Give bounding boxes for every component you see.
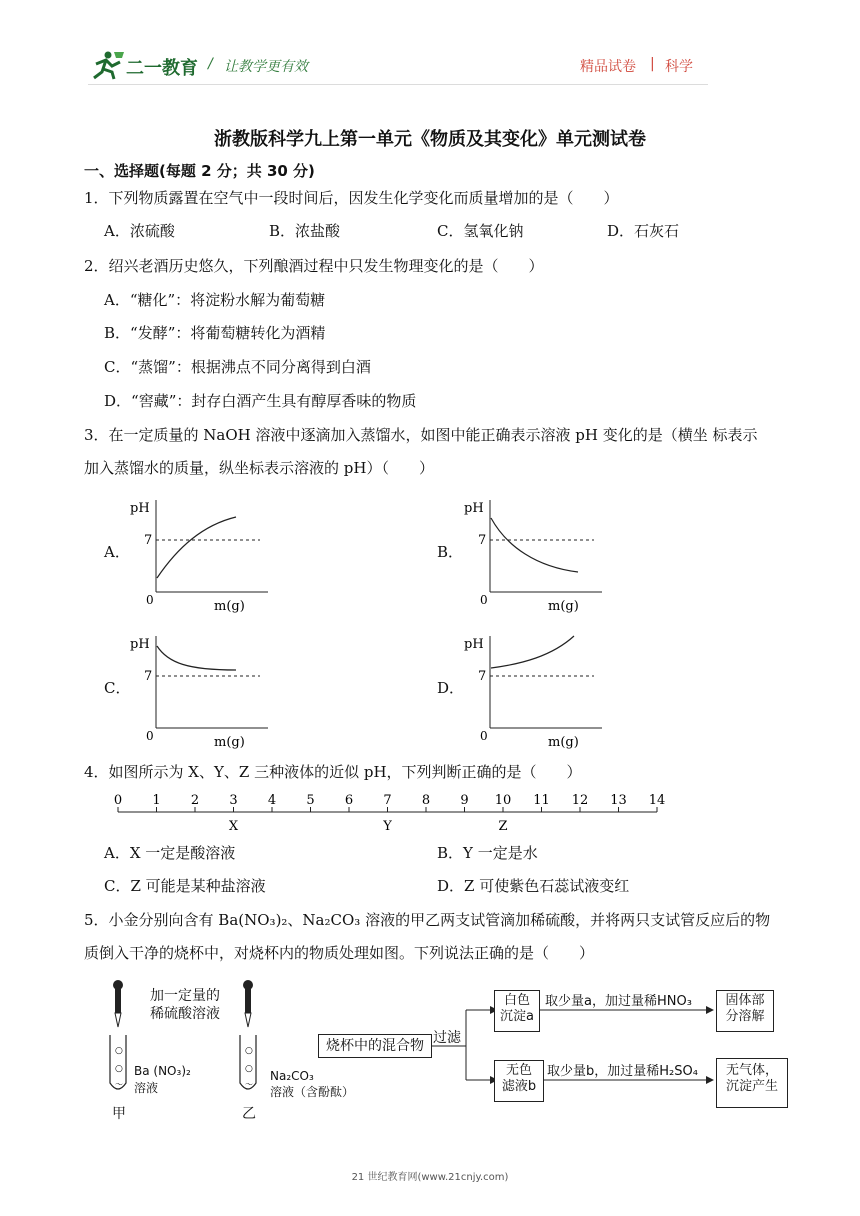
graph-a-x-label: m(g) (214, 599, 245, 614)
svg-text:～: ～ (115, 1080, 123, 1089)
ph-curve-c (157, 646, 236, 670)
question-2-stem: 2．绍兴老酒历史悠久，下列酿酒过程中只发生物理变化的是（ ） (84, 257, 544, 275)
svg-text:○: ○ (115, 1046, 123, 1056)
step-b-label: 取少量b，加过量稀H₂SO₄ (547, 1064, 698, 1079)
result-b-box: 无气体， 沉淀产生 (716, 1058, 788, 1108)
graph-d-y-label: pH (464, 637, 484, 652)
ph-scale-tick-label: 6 (344, 793, 354, 808)
question-1-option-a: A．浓硫酸 (104, 222, 175, 240)
question-4-option-d: D．Z 可使紫色石蕊试液变红 (437, 877, 630, 895)
graph-b-y-label: pH (464, 501, 484, 516)
ph-curve-b (491, 518, 578, 572)
tube-b-solution-line-2: 溶液（含酚酞） (270, 1085, 355, 1099)
tube-b-name: 乙 (242, 1106, 256, 1122)
tube-a-solution-line-1: Ba (NO₃)₂ (134, 1064, 191, 1078)
logo-text: 二一教育 (126, 58, 198, 79)
result-a-box: 固体部 分溶解 (716, 990, 774, 1032)
filter-label: 过滤 (433, 1030, 461, 1046)
question-2-option-d: D．“窖藏”：封存白酒产生具有醇厚香味的物质 (104, 392, 417, 410)
add-acid-label-line-1: 加一定量的 (150, 988, 220, 1004)
question-4-option-a: A．X 一定是酸溶液 (104, 844, 236, 862)
ph-scale-tick-label: 14 (648, 793, 666, 808)
ph-curve-a (157, 517, 236, 578)
ph-scale-tick-label: 10 (494, 793, 512, 808)
graph-c-ref-label: 7 (144, 669, 153, 684)
step-a-label: 取少量a，加过量稀HNO₃ (545, 994, 692, 1009)
header-label-subject: 科学 (665, 59, 693, 75)
question-4-option-b: B．Y 一定是水 (437, 844, 538, 862)
question-1-stem: 1．下列物质露置在空气中一段时间后，因发生化学变化而质量增加的是（ ） (84, 189, 619, 207)
header-separator: | (650, 56, 655, 72)
ph-graph-b (462, 492, 612, 617)
footer: 21 世纪教育网(www.21cnjy.com) (351, 1172, 509, 1183)
graph-d-origin-label: 0 (480, 729, 488, 743)
filtrate-b-box: 无色 滤液b (494, 1060, 544, 1102)
graph-c-y-label: pH (130, 637, 150, 652)
add-acid-label-line-2: 稀硫酸溶液 (150, 1006, 220, 1022)
svg-text:○: ○ (115, 1064, 123, 1074)
page-title: 浙教版科学九上第一单元《物质及其变化》单元测试卷 (214, 129, 646, 150)
mixture-box: 烧杯中的混合物 (318, 1034, 432, 1058)
question-2-option-b: B．“发酵”：将葡萄糖转化为酒精 (104, 324, 326, 342)
question-3-option-d-label: D． (437, 679, 465, 697)
question-1-option-b: B．浓盐酸 (269, 222, 341, 240)
precipitate-a-box: 白色 沉淀a (494, 990, 540, 1032)
ph-scale-tick-label: 7 (383, 793, 392, 808)
graph-a-y-label: pH (130, 501, 150, 516)
slogan-separator: / (208, 56, 213, 72)
graph-c-origin-label: 0 (146, 729, 154, 743)
logo-runner-icon (86, 50, 126, 80)
svg-text:○: ○ (245, 1046, 253, 1056)
question-1-option-d: D．石灰石 (607, 222, 680, 240)
question-1-option-c: C．氢氧化钠 (437, 222, 524, 240)
question-4-option-c: C．Z 可能是某种盐溶液 (104, 877, 266, 895)
graph-b-x-label: m(g) (548, 599, 579, 614)
slogan: 让教学更有效 (224, 59, 308, 75)
ph-graph-c (128, 628, 278, 753)
ph-scale-marker-x: X (228, 819, 239, 834)
question-3-stem-line-1: 3．在一定质量的 NaOH 溶液中逐滴加入蒸馏水，如图中能正确表示溶液 pH 变化的是（横坐 标表示 (84, 426, 758, 444)
question-5-stem-line-2: 质倒入干净的烧杯中，对烧杯内的物质处理如图。下列说法正确的是（ ） (84, 944, 595, 962)
graph-c-x-label: m(g) (214, 735, 245, 750)
ph-graph-a (128, 492, 278, 617)
ph-scale-tick-label: 11 (533, 793, 550, 808)
svg-text:～: ～ (245, 1080, 253, 1089)
graph-a-ref-label: 7 (144, 533, 153, 548)
ph-scale (100, 788, 680, 838)
ph-scale-tick-label: 1 (152, 793, 161, 808)
ph-scale-marker-z: Z (498, 819, 508, 834)
ph-scale-tick-label: 4 (267, 793, 277, 808)
question-4-stem: 4．如图所示为 X、Y、Z 三种液体的近似 pH，下列判断正确的是（ ） (84, 763, 582, 781)
ph-graph-d (462, 628, 612, 753)
header (0, 0, 860, 90)
header-rule (88, 84, 708, 85)
question-2-option-c: C．“蒸馏”：根据沸点不同分离得到白酒 (104, 358, 371, 376)
graph-d-ref-label: 7 (478, 669, 487, 684)
test-tube-icon (240, 1035, 256, 1089)
svg-text:○: ○ (245, 1064, 253, 1074)
graph-d-x-label: m(g) (548, 735, 579, 750)
ph-scale-tick-label: 9 (460, 793, 469, 808)
ph-scale-tick-label: 8 (421, 793, 431, 808)
ph-scale-tick-label: 12 (571, 793, 589, 808)
ph-scale-tick-label: 2 (190, 793, 200, 808)
tube-a-solution-line-2: 溶液 (134, 1081, 159, 1095)
graph-b-origin-label: 0 (480, 593, 488, 607)
dropper-icon (243, 980, 253, 1027)
tube-a-name: 甲 (112, 1106, 126, 1122)
header-label-premium: 精品试卷 (580, 59, 636, 75)
question-3-stem-line-2: 加入蒸馏水的质量，纵坐标表示溶液的 pH）（ ） (84, 459, 434, 477)
section-heading: 一、选择题(每题 2 分；共 30 分) (84, 162, 315, 180)
question-5-stem-line-1: 5．小金分别向含有 Ba(NO₃)₂、Na₂CO₃ 溶液的甲乙两支试管滴加稀硫酸，并将两只支试管反应后的物 (84, 911, 771, 929)
dropper-icon (113, 980, 123, 1027)
ph-scale-marker-y: Y (383, 819, 392, 834)
ph-scale-tick-label: 3 (229, 793, 238, 808)
question-2-option-a: A．“糖化”：将淀粉水解为葡萄糖 (104, 291, 326, 309)
test-tube-icon (110, 1035, 126, 1089)
question-3-option-b-label: B． (437, 543, 464, 561)
ph-scale-tick-label: 0 (113, 793, 123, 808)
graph-b-ref-label: 7 (478, 533, 487, 548)
question-3-option-c-label: C． (104, 679, 131, 697)
graph-a-origin-label: 0 (146, 593, 154, 607)
ph-scale-tick-label: 13 (610, 793, 627, 808)
ph-scale-tick-label: 5 (306, 793, 315, 808)
question-3-option-a-label: A． (104, 543, 130, 561)
tube-b-solution-line-1: Na₂CO₃ (270, 1069, 314, 1083)
ph-curve-d (491, 636, 574, 668)
